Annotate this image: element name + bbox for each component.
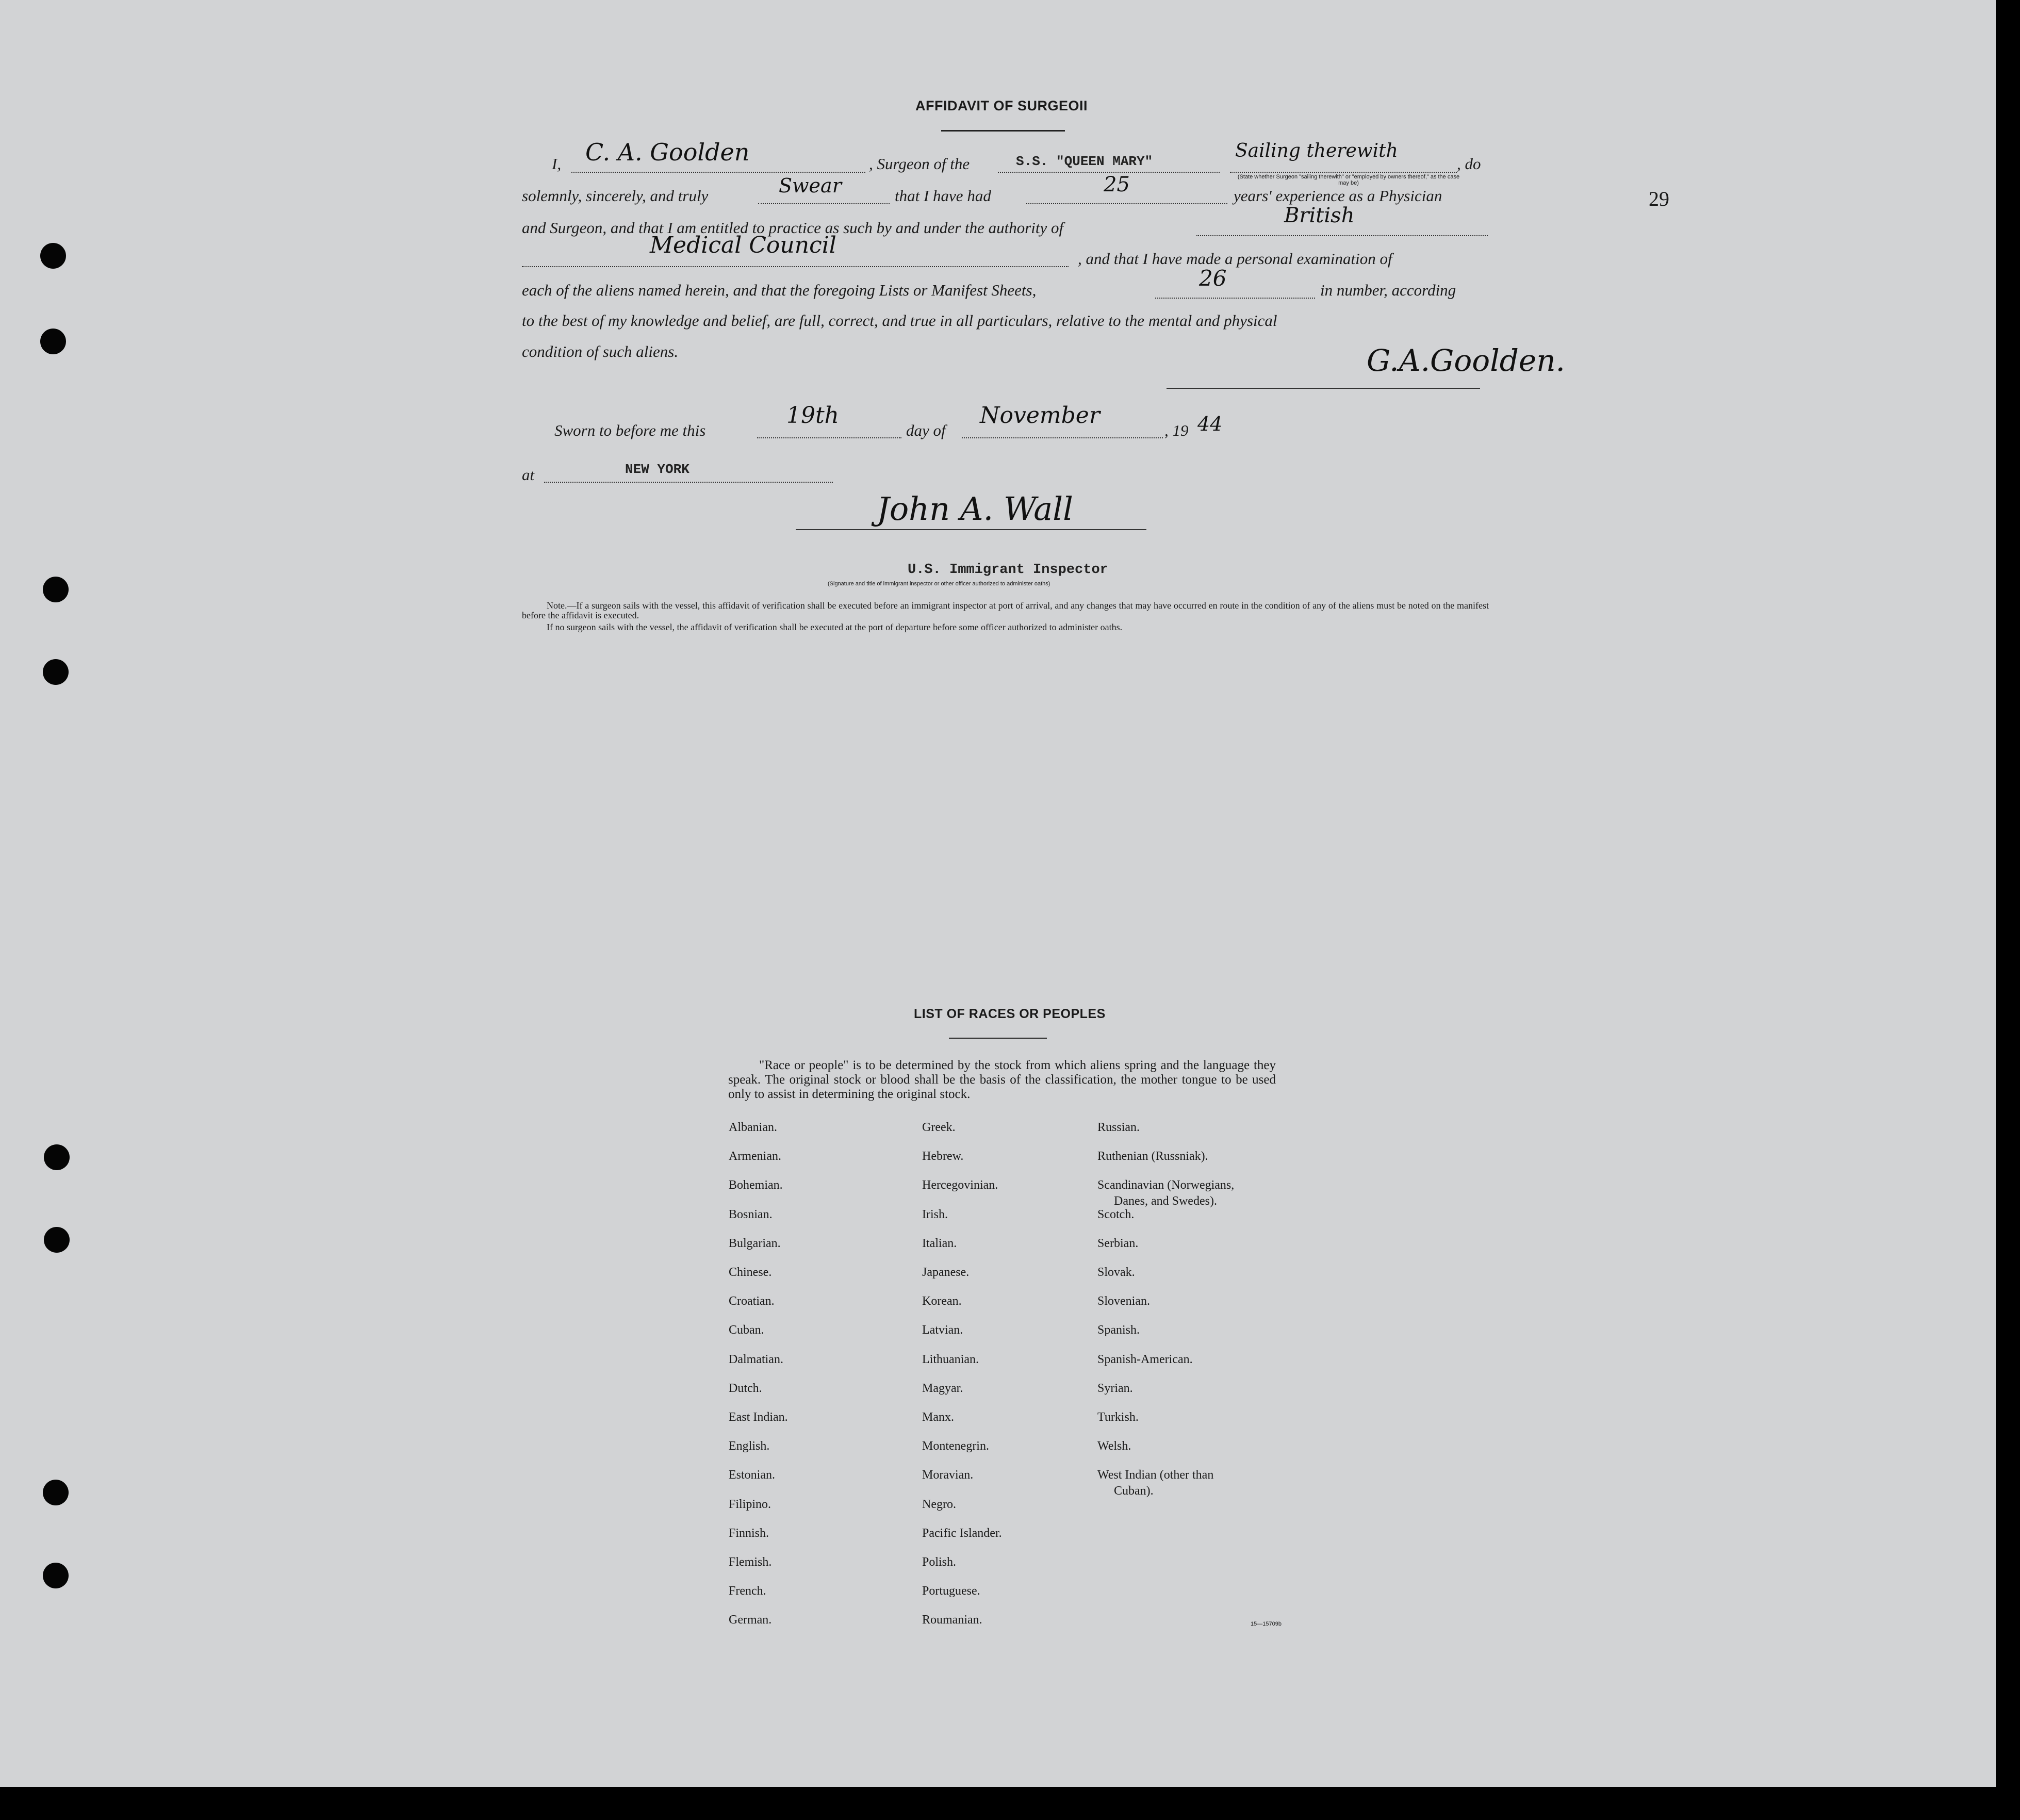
race-item: Bulgarian. [729, 1236, 781, 1250]
blank-line [544, 482, 833, 483]
form-number: 15—15709b [1251, 1621, 1282, 1627]
race-item: Scandinavian (Norwegians, [1097, 1178, 1235, 1192]
month-handwritten: November [980, 402, 1100, 429]
text-at: at [522, 466, 535, 484]
race-item: Manx. [922, 1411, 954, 1424]
race-item: Chinese. [729, 1266, 772, 1279]
vessel-name-typed: S.S. "QUEEN MARY" [1016, 154, 1153, 169]
blank-line [757, 437, 901, 438]
punch-hole [44, 1144, 70, 1170]
race-item: Spanish. [1097, 1323, 1140, 1337]
text-in-number: in number, according [1320, 281, 1456, 299]
race-item: Hercegovinian. [922, 1178, 998, 1192]
note-paragraph-1: Note.—If a surgeon sails with the vessel, this affidavit of verification shall be executed before an immigrant inspector at port of arrival, and any changes that may have occurred en route in the condition of any of the aliens must be noted on the manifest before the affidavit is executed. [522, 600, 1489, 620]
race-item: Scotch. [1097, 1207, 1135, 1221]
text-best-of-knowledge: to the best of my knowledge and belief, are full, correct, and true in all particulars, relative to the mental and physical [522, 311, 1277, 330]
race-item: Slovak. [1097, 1266, 1135, 1279]
years-handwritten: 25 [1104, 173, 1130, 196]
page-number: 29 [1649, 187, 1669, 210]
scan-border-right [1996, 0, 2020, 1820]
race-item: Irish. [922, 1207, 948, 1221]
race-item: Roumanian. [922, 1613, 982, 1627]
blank-line [571, 172, 865, 173]
blank-line [1230, 172, 1457, 173]
race-item: Albanian. [729, 1121, 777, 1134]
authority-handwritten-2: Medical Council [650, 232, 836, 258]
race-item: Slovenian. [1097, 1294, 1150, 1308]
race-item: Finnish. [729, 1526, 769, 1540]
race-item: Korean. [922, 1294, 962, 1308]
race-item: Negro. [922, 1497, 956, 1511]
text-solemnly: solemnly, sincerely, and truly [522, 187, 709, 205]
scan-border-bottom [0, 1787, 2020, 1820]
surgeon-name-handwritten: C. A. Goolden [585, 138, 750, 166]
text-i: I, [552, 155, 562, 173]
punch-hole [43, 577, 69, 602]
race-item: Polish. [922, 1555, 957, 1569]
signature-caption: (Signature and title of immigrant inspector or other officer authorized to administer oaths) [828, 581, 1050, 587]
text-each-of-aliens: each of the aliens named herein, and that the foregoing Lists or Manifest Sheets, [522, 281, 1037, 299]
punch-hole [40, 329, 66, 354]
blank-line [1026, 203, 1227, 204]
text-i-have-had: that I have had [895, 187, 991, 205]
race-item: Croatian. [729, 1294, 775, 1308]
race-item: Estonian. [729, 1468, 775, 1482]
race-item: English. [729, 1439, 770, 1453]
races-title: LIST OF RACES OR PEOPLES [914, 1007, 1106, 1021]
race-item: Spanish-American. [1097, 1352, 1193, 1366]
note-paragraph-2: If no surgeon sails with the vessel, the affidavit of verification shall be executed at the port of departure before some officer authorized to administer oaths. [547, 622, 1123, 632]
race-item: Japanese. [922, 1266, 970, 1279]
races-intro: "Race or people" is to be determined by the stock from which aliens spring and the language they speak. The original stock or blood shall be the basis of the classification, the mother tongue to be used only to assist in determining the original stock. [728, 1058, 1276, 1101]
signature-line [796, 529, 1146, 530]
text-years-experience: years' experience as a Physician [1234, 187, 1442, 205]
blank-line [962, 437, 1163, 438]
text-do: , do [1457, 155, 1481, 173]
race-item: French. [729, 1584, 766, 1598]
race-item: Serbian. [1097, 1236, 1139, 1250]
races-title-underline [949, 1038, 1047, 1039]
year-handwritten: 44 [1197, 413, 1223, 435]
blank-line [1155, 298, 1315, 299]
punch-hole [44, 1227, 70, 1253]
text-and-surgeon: and Surgeon, and that I am entitled to practice as such by and under the authority of [522, 219, 1064, 237]
race-item: Pacific Islander. [922, 1526, 1002, 1540]
race-item: German. [729, 1613, 772, 1627]
inspector-title-stamp: U.S. Immigrant Inspector [908, 562, 1108, 578]
race-item: Syrian. [1097, 1381, 1133, 1395]
day-handwritten: 19th [786, 402, 840, 429]
text-condition: condition of such aliens. [522, 342, 679, 360]
race-item: Russian. [1097, 1121, 1140, 1134]
race-item: Welsh. [1097, 1439, 1131, 1453]
authority-handwritten-1: British [1284, 204, 1355, 227]
race-item: Cuban. [729, 1323, 764, 1337]
race-item: Magyar. [922, 1381, 963, 1395]
race-item: Dutch. [729, 1381, 762, 1395]
text-day-of: day of [906, 421, 946, 439]
punch-hole [40, 243, 66, 269]
race-item: Bohemian. [729, 1178, 783, 1192]
race-item: Hebrew. [922, 1150, 964, 1163]
text-personal-examination: , and that I have made a personal examination of [1078, 250, 1392, 268]
race-item: Latvian. [922, 1323, 963, 1337]
race-item: Greek. [922, 1121, 956, 1134]
blank-line [1196, 235, 1488, 236]
text-sworn: Sworn to before me this [554, 421, 706, 439]
oath-handwritten: Swear [779, 174, 842, 197]
text-19: , 19 [1164, 421, 1189, 439]
race-item: Portuguese. [922, 1584, 980, 1598]
race-item: Lithuanian. [922, 1352, 979, 1366]
punch-hole [43, 659, 69, 685]
race-item: West Indian (other than [1097, 1468, 1214, 1482]
blank-line [758, 203, 890, 204]
race-item: Italian. [922, 1236, 957, 1250]
sheets-handwritten: 26 [1199, 266, 1227, 291]
inspector-signature: John A. Wall [877, 490, 1073, 528]
surgeon-signature: G.A.Goolden. [1367, 343, 1565, 378]
race-item: Bosnian. [729, 1207, 773, 1221]
race-item: East Indian. [729, 1411, 788, 1424]
race-item: Moravian. [922, 1468, 974, 1482]
race-item: Flemish. [729, 1555, 772, 1569]
place-typed: NEW YORK [625, 462, 689, 477]
sailing-caption: (State whether Surgeon "sailing therewith" or "employed by owners thereof," as the case may be) [1237, 174, 1460, 186]
race-item: Montenegrin. [922, 1439, 989, 1453]
text-surgeon-of: , Surgeon of the [869, 155, 970, 173]
race-item: Filipino. [729, 1497, 771, 1511]
punch-hole [43, 1563, 69, 1588]
race-item: Turkish. [1097, 1411, 1139, 1424]
sailing-status-handwritten: Sailing therewith [1235, 140, 1398, 161]
race-item: Dalmatian. [729, 1352, 783, 1366]
race-item: Danes, and Swedes). [1114, 1194, 1217, 1208]
signature-line [1167, 388, 1480, 389]
race-item: Ruthenian (Russniak). [1097, 1150, 1208, 1163]
race-item: Cuban). [1114, 1484, 1154, 1498]
title-underline [941, 130, 1065, 132]
race-item: Armenian. [729, 1150, 781, 1163]
affidavit-title: AFFIDAVIT OF SURGEOII [915, 98, 1088, 113]
punch-hole [43, 1480, 69, 1505]
blank-line [522, 266, 1069, 267]
